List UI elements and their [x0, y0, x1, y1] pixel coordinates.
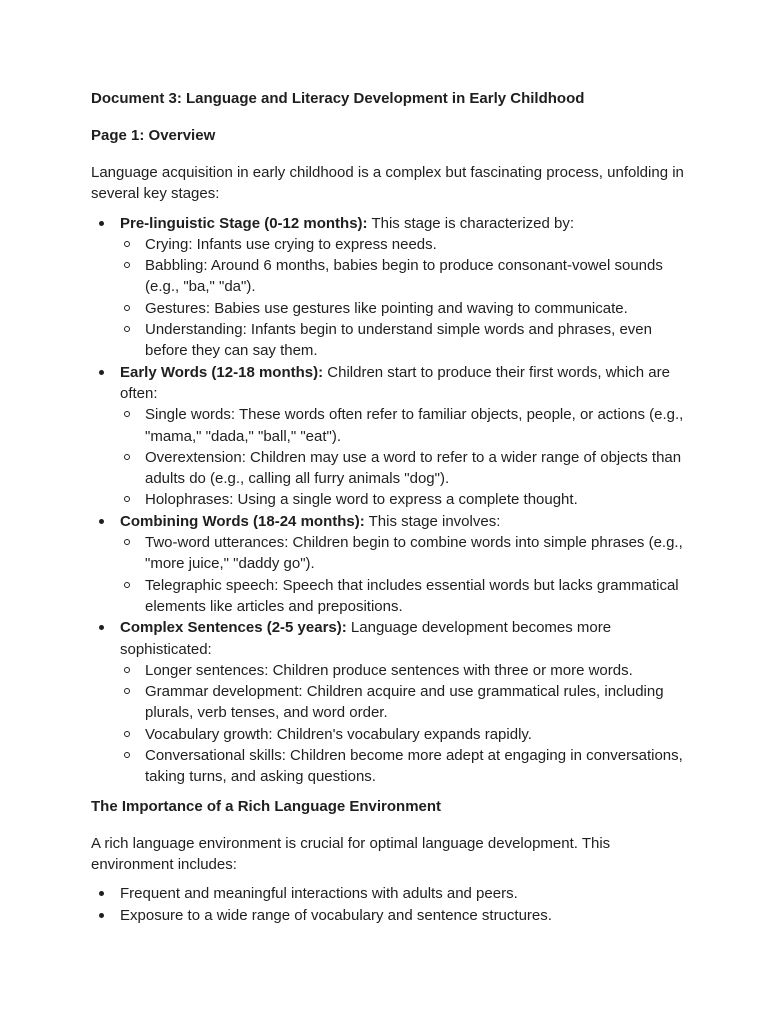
sub-item: Longer sentences: Children produce sentences with three or more words. [120, 660, 691, 681]
intro-paragraph: Language acquisition in early childhood is a complex but fascinating process, unfolding in several key stages: [91, 164, 684, 203]
sub-item: Grammar development: Children acquire and use grammatical rules, including plurals, verb tenses, and word order. [120, 681, 691, 724]
sub-item: Holophrases: Using a single word to express a complete thought. [120, 489, 691, 510]
stage-sublist [120, 532, 691, 617]
stage-label: Combining Words (18-24 months): [120, 512, 365, 530]
stage-label: Pre-linguistic Stage (0-12 months): [120, 214, 368, 232]
stage-item [91, 213, 691, 362]
stage-sublist [120, 234, 691, 362]
section-intro: A rich language environment is crucial for optimal language development. This environment includes: [91, 834, 611, 873]
environment-item: Frequent and meaningful interactions with adults and peers. [91, 883, 691, 904]
sub-item: Overextension: Children may use a word to refer to a wider range of objects than adults do (e.g., calling all furry animals "dog"). [120, 447, 691, 490]
stage-label: Complex Sentences (2-5 years): [120, 619, 347, 637]
stage-item [91, 511, 691, 617]
stage-sublist [120, 660, 691, 788]
page-heading: Page 1: Overview [91, 127, 216, 144]
sub-item: Conversational skills: Children become more adept at engaging in conversations, taking turns, and asking questions. [120, 745, 691, 788]
stage-text: Children start to produce their first words, which are often: [120, 363, 670, 402]
sub-item: Vocabulary growth: Children's vocabulary expands rapidly. [120, 724, 691, 745]
document-title: Document 3: Language and Literacy Development in Early Childhood [91, 90, 585, 107]
stage-label: Early Words (12-18 months): [120, 363, 324, 381]
environment-list [91, 883, 691, 926]
stages-list [91, 213, 691, 788]
sub-item: Crying: Infants use crying to express needs. [120, 234, 691, 255]
sub-item: Single words: These words often refer to familiar objects, people, or actions (e.g., "mama," "dada," "ball," "eat"). [120, 404, 691, 447]
stage-item [91, 617, 691, 787]
stage-text: This stage involves: [364, 512, 501, 530]
sub-item: Understanding: Infants begin to understand simple words and phrases, even before they can say them. [120, 319, 691, 362]
stage-item [91, 362, 691, 511]
stage-text: Language development becomes more sophisticated: [120, 619, 612, 658]
environment-item: Exposure to a wide range of vocabulary and sentence structures. [91, 905, 691, 926]
sub-item: Telegraphic speech: Speech that includes essential words but lacks grammatical elements like articles and prepositions. [120, 575, 691, 618]
stage-sublist [120, 404, 691, 510]
sub-item: Gestures: Babies use gestures like pointing and waving to communicate. [120, 298, 691, 319]
sub-item: Babbling: Around 6 months, babies begin to produce consonant-vowel sounds (e.g., "ba," "da"). [120, 255, 691, 298]
document-page [91, 88, 691, 934]
sub-item: Two-word utterances: Children begin to combine words into simple phrases (e.g., "more juice," "daddy go"). [120, 532, 691, 575]
section-heading: The Importance of a Rich Language Environment [91, 797, 442, 815]
stage-text: This stage is characterized by: [367, 214, 575, 232]
